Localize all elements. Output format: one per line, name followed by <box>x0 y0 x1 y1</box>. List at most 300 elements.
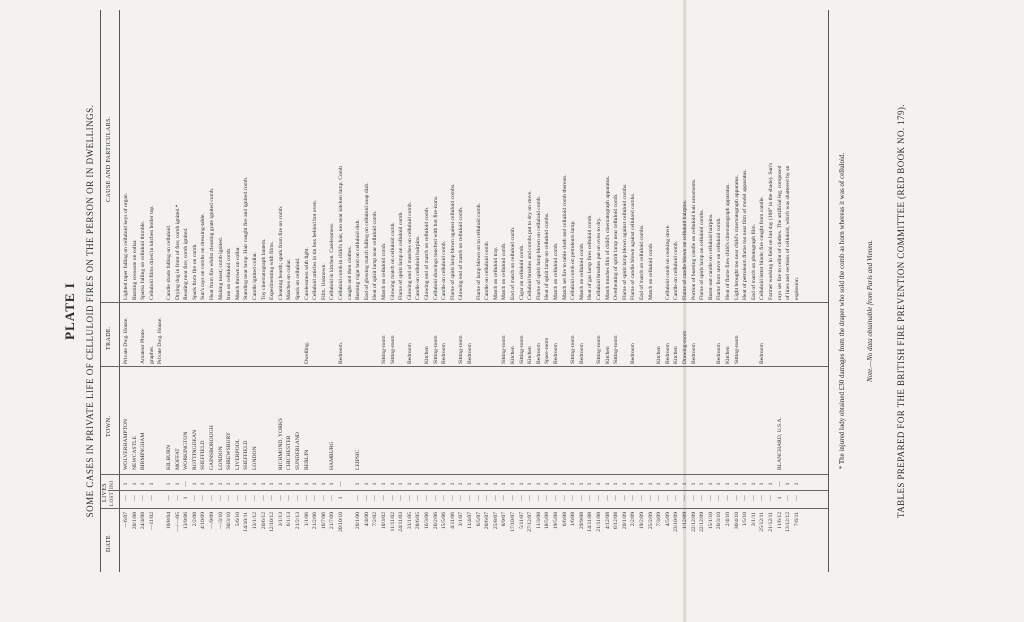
row-date: 19/2/09 <box>639 512 645 530</box>
row-lives-injured: 1 <box>613 482 620 486</box>
table-row <box>562 0 569 622</box>
row-lives-injured: 1 <box>492 482 499 486</box>
row-date: 4/5/09 <box>664 512 671 527</box>
table-row <box>398 0 405 622</box>
row-lives-lost: — <box>742 495 749 501</box>
table-row <box>519 0 526 622</box>
row-cause: explosion. <box>793 276 800 300</box>
row-date: 11/6/12 <box>776 512 783 529</box>
row-date: —/3/10 <box>217 512 224 530</box>
row-lives-lost: — <box>312 495 319 501</box>
row-lives-injured: 1 <box>707 482 714 486</box>
row-date: —/9/09 <box>209 512 215 530</box>
table-row <box>269 0 276 622</box>
table-row <box>665 0 672 622</box>
row-lives-lost: — <box>535 495 542 501</box>
row-date: 15/5/06 <box>441 512 448 530</box>
row-town: NEWCASTLE <box>131 436 138 470</box>
plate-title: PLATE I <box>62 282 77 340</box>
row-lives-injured: 1 <box>209 482 215 486</box>
table-row <box>613 0 620 622</box>
table-row <box>312 0 319 622</box>
row-date: —11/02 <box>148 512 155 531</box>
row-trade: Sitting-room <box>733 335 740 364</box>
row-date: 23/10/09 <box>673 512 680 532</box>
row-lives-lost: — <box>578 495 585 501</box>
table-row <box>304 0 311 622</box>
row-trade: Kitchen <box>424 346 430 364</box>
row-date: 11/11/02 <box>389 512 396 532</box>
row-lives-injured: 1 <box>277 482 284 486</box>
row-trade: Bedroom <box>467 343 473 364</box>
row-date: 3/1/11 <box>750 512 757 527</box>
table-row <box>166 0 173 622</box>
table-row <box>372 0 379 622</box>
row-cause: Candle shade falling on celluloid. <box>166 224 172 300</box>
row-lives-injured: 1 <box>166 482 172 486</box>
row-lives-injured: 1 <box>664 482 671 486</box>
table-row <box>381 0 388 622</box>
row-date: 21/12/11 <box>768 512 774 532</box>
row-lives-lost: — <box>424 495 430 501</box>
row-date: 30/3/10 <box>226 512 233 530</box>
table-row <box>484 0 491 622</box>
row-lives-injured: 1 <box>484 482 491 486</box>
row-lives-lost: — <box>432 495 439 501</box>
row-lives-lost: — <box>785 495 792 501</box>
row-lives-injured: 1 <box>553 482 559 486</box>
row-lives-injured: 1 <box>690 482 697 486</box>
row-town: KILBURN <box>166 445 172 470</box>
table-row <box>261 0 268 622</box>
row-lives-lost: — <box>441 495 448 501</box>
table-row <box>656 0 663 622</box>
row-cause: Celluloid brushes and combs put to dry on stove. <box>527 190 534 300</box>
table-row <box>493 0 500 622</box>
row-town: LIVERPOOL <box>234 438 241 470</box>
row-cause: Cigar on celluloid comb. <box>518 244 525 300</box>
note: Note.—No data obtainable from Paris and Vienna. <box>866 240 874 382</box>
row-lives-injured: 1 <box>148 482 155 486</box>
row-lives-lost: — <box>604 495 611 501</box>
row-lives-injured: 1 <box>750 482 757 486</box>
row-lives-lost: — <box>243 495 250 501</box>
row-date: 29/9/08 <box>578 512 585 530</box>
row-date: 4/11/06 <box>449 512 456 529</box>
row-date: 7/2/02 <box>372 512 379 527</box>
row-cause: Glowing match on celluloid comb. <box>389 222 396 300</box>
row-cause: caught and then clothes. <box>346 245 353 300</box>
table-row <box>648 0 655 622</box>
row-cause: Flame of candle blown against celluloid combs. <box>630 192 637 300</box>
table-row <box>476 0 483 622</box>
row-date: 1/5/10 <box>742 512 749 527</box>
row-town: SHREWSBURY <box>226 432 233 470</box>
row-cause: Carelessness with light. <box>303 247 310 300</box>
row-cause: Candle on celluloid comb. <box>673 240 680 300</box>
row-trade: Sitting-room <box>501 335 508 364</box>
row-lives-injured: 1 <box>535 482 542 486</box>
row-lives-lost: — <box>527 495 534 501</box>
table-row <box>716 0 723 622</box>
row-lives-lost: — <box>363 495 370 501</box>
row-lives-injured: — <box>776 481 783 487</box>
col-inj: INJ <box>110 480 115 489</box>
table-row <box>673 0 680 622</box>
row-cause: Celluloid in kitchen. Carelessness. <box>329 222 336 300</box>
row-lives-lost: — <box>492 495 499 501</box>
row-lives-injured: 1 <box>458 482 465 486</box>
row-lives-lost: — <box>123 495 129 501</box>
col-date: DATE <box>106 535 112 552</box>
table-row <box>570 0 577 622</box>
row-lives-lost: — <box>209 495 215 501</box>
row-cause: Match set fire to table cloth and celluloid comb thereon. <box>561 174 568 300</box>
row-cause: Burnt-out candle on celluloid hairpins. <box>707 213 714 300</box>
row-lives-lost: — <box>166 495 172 501</box>
row-cause: Burning creosote on collar. <box>131 239 138 300</box>
table-row <box>467 0 474 622</box>
row-lives-injured: 1 <box>269 482 276 486</box>
row-lives-injured: 1 <box>587 482 594 486</box>
row-date: 20/6/12 <box>260 512 267 530</box>
table-title: SOME CASES IN PRIVATE LIFE OF CELLULOID FIRES ON THE PERSON OR IN DWELLINGS. <box>85 104 95 518</box>
table-row <box>501 0 508 622</box>
row-lives-injured: 1 <box>467 482 473 486</box>
row-cause: Match on celluloid comb. <box>578 242 585 300</box>
row-date: 6/6/08 <box>561 512 568 527</box>
row-cause: Light brought too near child's cinematograph apparatus. <box>733 174 740 300</box>
row-town: HAMBURG <box>329 441 336 470</box>
row-lives-injured: 1 <box>527 482 534 486</box>
row-cause: Flame of spirit lamp on celluloid combs. <box>699 209 706 300</box>
row-lives-lost: — <box>148 495 155 501</box>
row-date: 6/1/13 <box>286 512 293 527</box>
row-lives-injured: 1 <box>355 482 362 486</box>
row-trade: Bedroom <box>664 343 671 364</box>
row-cause: Overheating of spirit lamp near celluloid comb. <box>613 193 620 300</box>
row-lives-injured: 1 <box>604 482 611 486</box>
row-lives-injured: 1 <box>561 482 568 486</box>
row-lives-lost: — <box>553 495 559 501</box>
table-row <box>544 0 551 622</box>
row-date: 24/11/03 <box>398 512 405 532</box>
row-trade: Amateur Photo- <box>140 328 147 364</box>
row-cause: Spark on celluloid. <box>295 257 301 300</box>
row-lives-lost: — <box>140 495 147 501</box>
row-cause: Match on celluloid comb. <box>501 242 508 300</box>
row-cause: Celluloid articles in tin box behind hot oven. <box>312 199 319 300</box>
row-date: 1/1/06 <box>303 512 310 527</box>
row-lives-injured: 1 <box>656 482 663 486</box>
row-lives-injured: 1 <box>372 482 379 486</box>
table-row <box>183 0 190 622</box>
row-trade: Bedroom <box>759 343 766 364</box>
row-date: 25/2/09 <box>647 512 654 530</box>
table-row <box>450 0 457 622</box>
row-cause: Match on celluloid tray. <box>492 246 499 300</box>
table-row <box>192 0 199 622</box>
row-town: MOFFAT <box>174 448 181 470</box>
row-date: 2/4/10 <box>725 512 731 527</box>
row-lives-injured: 1 <box>226 482 233 486</box>
row-date: 4/12/08 <box>604 512 611 530</box>
row-cause: Flame of spirit lamp on celluloid comb. <box>398 211 405 300</box>
row-cause: Portion of burning candle on celluloid hair ornaments. <box>690 178 697 300</box>
table-row <box>579 0 586 622</box>
row-cause: Celluloid letter blade; fire caught from candle. <box>759 196 766 300</box>
row-trade: Bedroom <box>690 343 697 364</box>
row-cause: End of match on celluloid combs. <box>639 224 645 300</box>
row-lives-lost: — <box>656 495 663 501</box>
row-lives-injured: 1 <box>415 482 422 486</box>
table-row <box>235 0 242 622</box>
row-lives-lost: — <box>277 495 284 501</box>
table-row <box>157 0 164 622</box>
table-row <box>441 0 448 622</box>
row-lives-lost: 1 <box>183 496 190 500</box>
row-date: 15/1/10 <box>707 512 714 530</box>
row-lives-lost: — <box>372 495 379 501</box>
row-lives-lost: — <box>286 495 293 501</box>
row-date: 10/3/02 <box>381 512 387 530</box>
row-trade: Sitting-room <box>458 335 465 364</box>
row-date: 13/1/12 <box>252 512 258 530</box>
row-trade: Sitting-room <box>389 335 396 364</box>
row-lives-lost: — <box>639 495 645 501</box>
row-lives-lost: — <box>561 495 568 501</box>
row-trade: Bedroom <box>406 343 413 364</box>
row-date: 28/6/05 <box>415 512 422 530</box>
table-row <box>132 0 139 622</box>
row-date: 2/2/09 <box>630 512 637 527</box>
row-date: 17/10/07 <box>510 512 516 532</box>
row-date: 21/11/08 <box>596 512 602 532</box>
row-trade: Sitting-room <box>432 335 439 364</box>
row-date: 21/2/13 <box>295 512 301 530</box>
row-lives-lost: — <box>501 495 508 501</box>
row-lives-injured: 1 <box>312 482 319 486</box>
row-date: 25/8/07 <box>492 512 499 530</box>
row-date: 14/10/11 <box>243 512 250 532</box>
row-lives-lost: — <box>510 495 516 501</box>
row-cause: Heat of spirit lamp on celluloid combs. <box>544 212 551 300</box>
row-cause: Match on celluloid comb. <box>647 242 654 300</box>
row-cause: Glowing end of match on celluloid comb. <box>424 206 430 300</box>
row-lives-lost: — <box>174 495 181 501</box>
row-lives-lost: — <box>252 495 258 501</box>
row-town: SUNDERLAND <box>295 432 301 470</box>
row-lives-injured: 1 <box>733 482 740 486</box>
row-lives-lost: — <box>673 495 680 501</box>
table-row <box>785 0 792 622</box>
row-lives-injured: 1 <box>234 482 241 486</box>
row-lives-injured: 1 <box>793 482 800 486</box>
row-cause: Match on celluloid comb. <box>381 242 387 300</box>
row-cause: Iron on celluloid comb. <box>226 247 233 300</box>
row-lives-injured: 1 <box>424 482 430 486</box>
row-cause: Farmer working in field on hot day (100° in the shade). Sun's <box>768 162 774 300</box>
row-lives-injured: 1 <box>725 482 731 486</box>
row-lives-lost: — <box>217 495 224 501</box>
row-date: 13/9/06 <box>183 512 190 530</box>
row-lives-injured: 1 <box>785 482 792 486</box>
row-cause: Match thrown on collar. <box>234 246 241 300</box>
row-trade: Private Dwg. House. <box>157 317 164 364</box>
row-date: 27/12/07 <box>527 512 534 532</box>
row-date: 4/10/09 <box>200 512 207 530</box>
row-lives-lost: — <box>355 495 362 501</box>
row-date: 13/12/12 <box>785 512 792 532</box>
row-lives-injured: 1 <box>759 482 766 486</box>
row-date: 21/7/09 <box>329 512 336 530</box>
row-cause: Experimenting with films. <box>269 241 276 300</box>
row-lives-lost: — <box>406 495 413 501</box>
row-date: —6/07 <box>123 512 129 528</box>
row-cause: Flame of lamp blown on to celluloid comb. <box>475 203 482 300</box>
row-town: GAINSBOROUGH <box>209 425 215 470</box>
row-town: BLANCHARD, U.S.A. <box>776 417 783 470</box>
table-row <box>123 0 130 622</box>
row-cause: Sun's rays on combs on dressing-table. <box>200 213 207 300</box>
row-lives-lost: — <box>415 495 422 501</box>
row-lives-lost: — <box>131 495 138 501</box>
row-lives-injured: 1 <box>363 482 370 486</box>
row-trade: Dwelling. <box>303 341 310 364</box>
table-row <box>622 0 629 622</box>
row-lives-injured: 1 <box>389 482 396 486</box>
row-lives-injured: 1 <box>673 482 680 486</box>
table-row <box>768 0 775 622</box>
row-cause: Candle ignited collar. <box>252 252 258 300</box>
row-trade: Sitting-room <box>381 335 387 364</box>
row-lives-lost: — <box>630 495 637 501</box>
row-lives-lost: — <box>458 495 465 501</box>
row-lives-lost: — <box>389 495 396 501</box>
row-cause: Reading near fire; comb ignited. <box>183 227 190 300</box>
table-row <box>424 0 431 622</box>
row-date: 16/7/06 <box>320 512 327 530</box>
row-cause: Heat of gas lamp fires celluloid comb. <box>587 214 594 300</box>
table-row <box>321 0 328 622</box>
row-trade: Bedroom <box>630 343 637 364</box>
row-trade: Bedroom <box>578 343 585 364</box>
row-date: 2/2/08 <box>191 512 198 527</box>
table-row <box>252 0 259 622</box>
table-row <box>175 0 182 622</box>
row-lives-injured: 1 <box>544 482 551 486</box>
row-cause: Drying dog in front of fire; comb ignited.* <box>174 204 181 300</box>
table-row <box>751 0 758 622</box>
table-row <box>605 0 612 622</box>
row-cause: Standing near lamp. Hair caught fire and ignited comb. <box>243 176 250 300</box>
row-lives-lost: — <box>707 495 714 501</box>
row-cause: Flame of spirit lamp blown against celluloid combs. <box>449 183 456 300</box>
row-cause: Cleaning hearth; spark from fire on comb. <box>277 205 284 300</box>
row-date: —/—/05 <box>174 512 181 532</box>
row-cause: Glowing end of matches on celluloid comb. <box>406 201 413 300</box>
row-trade: Kitchen <box>527 346 534 364</box>
row-cause: Lighted taper falling on celluloid keys of organ. <box>123 192 129 300</box>
row-cause: Toy cinematograph lantern. <box>260 238 267 300</box>
row-cause: rays set fire to cellar of clothes. The artificial leg, composed <box>776 165 783 300</box>
row-lives-lost: — <box>759 495 766 501</box>
row-cause: End of glowing match falling on celluloid soap dish. <box>363 182 370 300</box>
row-trade: Sitting-room <box>570 335 577 364</box>
row-lives-injured: 1 <box>682 482 688 486</box>
row-town: CHICHESTER <box>286 435 293 470</box>
row-date: 4/4/00 <box>363 512 370 527</box>
col-cause: CAUSE AND PARTICULARS. <box>106 116 112 202</box>
row-lives-injured: 1 <box>303 482 310 486</box>
row-date: 20/1/09 <box>621 512 628 530</box>
table-row <box>742 0 749 622</box>
row-cause: Flame of spirit lamp blown on celluloid comb. <box>535 195 542 300</box>
row-date: 7/6/11 <box>793 512 800 527</box>
row-lives-injured: 1 <box>449 482 456 486</box>
row-lives-lost: — <box>484 495 491 501</box>
table-row <box>200 0 207 622</box>
row-cause: Burning cigar laid on celluloid dish. <box>355 219 362 300</box>
row-lives-lost: — <box>518 495 525 501</box>
row-date: 24/4/08 <box>140 512 147 530</box>
row-lives-lost: — <box>690 495 697 501</box>
row-lives-lost: — <box>381 495 387 501</box>
table-row <box>682 0 689 622</box>
table-row <box>587 0 594 622</box>
row-cause: Celluloid comb in child's hair, too near kitchen lamp. Comb <box>338 166 344 300</box>
row-lives-injured: 1 <box>441 482 448 486</box>
row-date: 1/12/09 <box>682 512 688 530</box>
row-lives-lost: — <box>664 495 671 501</box>
row-lives-lost: — <box>544 495 551 501</box>
row-town: SHEFFIELD <box>243 440 250 470</box>
row-lives-lost: — <box>295 495 301 501</box>
row-date: 20/3/10 <box>716 512 723 530</box>
table-row <box>527 0 534 622</box>
row-cause: Celluloid films dried in kitchen boiler top. <box>148 205 155 300</box>
row-cause: Sparks falling on celluloid thimble. <box>140 220 147 300</box>
row-date: 1/6/08 <box>570 512 577 527</box>
table-row <box>355 0 362 622</box>
row-lives-injured: 1 <box>578 482 585 486</box>
row-lives-injured: 1 <box>286 482 293 486</box>
table-row <box>708 0 715 622</box>
row-town: ROTTINGDEAN <box>191 429 198 470</box>
row-lives-lost: — <box>320 495 327 501</box>
table-row <box>458 0 465 622</box>
row-trade: Private Dwg. House. <box>123 317 129 364</box>
row-cause: End of match on celluloid comb. <box>510 226 516 300</box>
table-row <box>149 0 156 622</box>
row-lives-lost: — <box>570 495 577 501</box>
row-cause: Heat of petroleum flame too near film of model apparatus. <box>742 169 749 300</box>
row-lives-injured: 1 <box>320 482 327 486</box>
row-lives-injured: 1 <box>596 482 602 486</box>
row-date: 11/3/08 <box>535 512 542 529</box>
row-date: 3/1/07 <box>458 512 465 527</box>
row-date: 10/8/04 <box>166 512 172 530</box>
row-lives-lost: — <box>269 495 276 501</box>
row-lives-injured: 1 <box>381 482 387 486</box>
tables-caption: TABLES PREPARED FOR THE BRITISH FIRE PREVENTION COMMITTEE (RED BOOK NO. 179). <box>896 104 906 518</box>
row-date: 20/1/08 <box>131 512 138 530</box>
row-town: LEIPSIC <box>355 449 362 470</box>
table-bottom-rule <box>828 10 829 572</box>
row-cause: Heat of spirit lamp near celluloid comb. <box>372 210 379 300</box>
row-lives-lost: — <box>733 495 740 501</box>
row-lives-injured: 1 <box>140 482 147 486</box>
